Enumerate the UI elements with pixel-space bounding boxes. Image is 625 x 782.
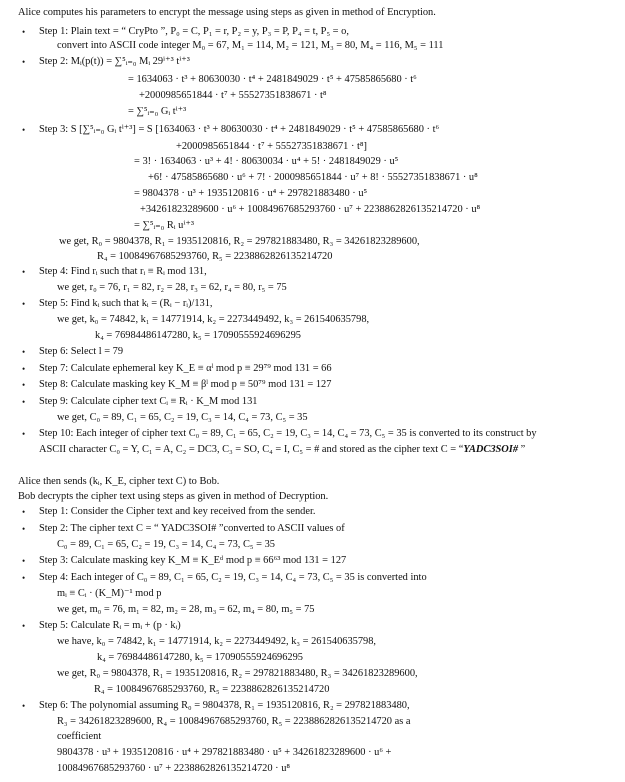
bullet: • [22,347,26,357]
bullet: • [22,57,26,67]
bullet: • [22,27,26,37]
enc-step-3-line6: +34261823289600 · u⁶ + 10084967685293760 · u⁷ + 2238862826135214720 · u⁸ [140,204,481,215]
bullet: • [22,507,26,517]
dec-step-5-result: we get, R₀ = 9804378, R₁ = 1935120816, R₂ = 297821883480, R₃ = 34261823289600, [57,668,418,679]
decryption-intro: Bob decrypts the cipher text using steps as given in method of Decryption. [18,491,329,502]
bullet: • [22,524,26,534]
enc-step-10-text: ASCII character C₀ = Y, C₁ = A, C₂ = DC3, C₃ = SO, C₄ = I, C₅ = # and stored as the cipher text C = “ [39,444,464,455]
encryption-intro: Alice computes his parameters to encrypt the message using steps as given in method of Encryption. [18,7,436,18]
dec-step-6-line2: R₃ = 34261823289600, R₄ = 10084967685293760, R₅ = 2238862826135214720 as a [57,716,411,727]
enc-step-3-line2: +2000985651844 · t⁷ + 55527351838671 · t⁸] [176,141,367,152]
bullet: • [22,621,26,631]
bullet: • [22,299,26,309]
dec-step-3: Step 3: Calculate masking key K_M ≡ K_Eᵈ mod p ≡ 66⁶³ mod 131 = 127 [39,555,347,566]
enc-step-8: Step 8: Calculate masking key K_M ≡ βˡ mod p ≡ 50⁷⁹ mod 131 = 127 [39,379,332,390]
dec-step-4-formula: mᵢ ≡ Cᵢ · (K_M)⁻¹ mod p [57,588,162,599]
dec-step-6-line3: coefficient [57,731,102,742]
enc-step-3-result-cont: R₄ = 10084967685293760, R₅ = 2238862826135214720 [97,251,333,262]
bullet: • [22,701,26,711]
enc-step-5-result: we get, k₀ = 74842, k₁ = 14771914, k₂ = 2273449492, k₃ = 261540635798, [57,314,370,325]
send-statement: Alice then sends (kᵢ, K_E, cipher text C) to Bob. [18,476,220,487]
enc-step-5-result-cont: k₄ = 76984486147280, k₅ = 17090555924696295 [95,330,301,341]
enc-step-5: Step 5: Find kᵢ such that kᵢ = (Rᵢ − rᵢ)/131, [39,298,213,309]
bullet: • [22,397,26,407]
bullet: • [22,556,26,566]
enc-step-3-line7: = ∑⁵ᵢ₌₀ Rᵢ uⁱ⁺³ [134,220,195,231]
bullet: • [22,573,26,583]
enc-step-10: Step 10: Each integer of cipher text C₀ = 89, C₁ = 65, C₂ = 19, C₃ = 14, C₄ = 73, C₅ = 35 is converted to its construct by [39,428,537,439]
enc-step-4: Step 4: Find rᵢ such that rᵢ ≡ Rᵢ mod 131, [39,266,207,277]
dec-step-6-polynomial: 9804378 · u³ + 1935120816 · u⁴ + 297821883480 · u⁵ + 34261823289600 · u⁶ + [57,747,392,758]
enc-step-1: Step 1: Plain text = “ CryPto ”, P₀ = C, P₁ = r, P₂ = y, P₃ = P, P₄ = t, P₅ = o, [39,26,349,37]
dec-step-2: Step 2: The cipher text C = “ YADC3SOI# ”converted to ASCII values of [39,523,345,534]
dec-step-5: Step 5: Calculate Rᵢ = mᵢ + (p · kᵢ) [39,620,181,631]
enc-step-6: Step 6: Select l = 79 [39,346,124,357]
enc-step-3-line4: +6! · 47585865680 · u⁶ + 7! · 2000985651844 · u⁷ + 8! · 55527351838671 · u⁸ [148,172,478,183]
bullet: • [22,380,26,390]
dec-step-2-values: C₀ = 89, C₁ = 65, C₂ = 19, C₃ = 14, C₄ = 73, C₅ = 35 [57,539,275,550]
dec-step-5-have-cont: k₄ = 76984486147280, k₅ = 17090555924696295 [97,652,303,663]
enc-step-1-cont: convert into ASCII code integer M₀ = 67, M₁ = 114, M₂ = 121, M₃ = 80, M₄ = 116, M₅ = 111 [57,40,444,51]
enc-step-10-cont [39,445,525,455]
enc-step-2-line4: = ∑⁵ᵢ₌₀ Gᵢ tⁱ⁺³ [128,106,187,117]
dec-step-4-result: we get, m₀ = 76, m₁ = 82, m₂ = 28, m₃ = 62, m₄ = 80, m₅ = 75 [57,604,315,615]
enc-step-3-line5: = 9804378 · u³ + 1935120816 · u⁴ + 297821883480 · u⁵ [134,188,368,199]
enc-step-3-result: we get, R₀ = 9804378, R₁ = 1935120816, R₂ = 297821883480, R₃ = 34261823289600, [59,236,420,247]
bullet: • [22,267,26,277]
enc-step-3-line3: = 3! · 1634063 · u³ + 4! · 80630034 · u⁴ + 5! · 2481849029 · u⁵ [134,156,399,167]
dec-step-4: Step 4: Each integer of C₀ = 89, C₁ = 65, C₂ = 19, C₃ = 14, C₄ = 73, C₅ = 35 is converted into [39,572,427,583]
enc-step-4-result: we get, r₀ = 76, r₁ = 82, r₂ = 28, r₃ = 62, r₄ = 80, r₅ = 75 [57,282,287,293]
dec-step-5-result-cont: R₄ = 10084967685293760, R₅ = 2238862826135214720 [94,684,330,695]
dec-step-6: Step 6: The polynomial assuming R₀ = 9804378, R₁ = 1935120816, R₂ = 297821883480, [39,700,410,711]
enc-step-2-line3: +2000985651844 · t⁷ + 55527351838671 · t⁸ [139,90,327,101]
enc-step-3: Step 3: S [∑⁵ᵢ₌₀ Gᵢ tⁱ⁺³] = S [1634063 · t³ + 80630030 · t⁴ + 2481849029 · t⁵ + 47585865680 · t⁶ [39,124,440,135]
enc-step-2: Step 2: Mᵢ(p(t)) = ∑⁵ᵢ₌₀ Mᵢ 29ⁱ⁺³ tⁱ⁺³ [39,56,190,67]
enc-step-9: Step 9: Calculate cipher text Cᵢ ≡ Rᵢ · K_M mod 131 [39,396,258,407]
bullet: • [22,429,26,439]
bullet: • [22,125,26,135]
dec-step-5-have: we have, k₀ = 74842, k₁ = 14771914, k₂ = 2273449492, k₃ = 261540635798, [57,636,377,647]
bullet: • [22,364,26,374]
enc-step-7: Step 7: Calculate ephemeral key K_E ≡ αˡ mod p ≡ 29⁷⁹ mod 131 = 66 [39,363,332,374]
dec-step-1: Step 1: Consider the Cipher text and key received from the sender. [39,506,316,517]
enc-step-2-line2: = 1634063 · t³ + 80630030 · t⁴ + 2481849029 · t⁵ + 47585865680 · t⁶ [128,74,417,85]
enc-step-10-close: ” [518,444,526,455]
enc-step-9-result: we get, C₀ = 89, C₁ = 65, C₂ = 19, C₃ = 14, C₄ = 73, C₅ = 35 [57,412,308,423]
cipher-text-value: YADC3SOI# [463,444,519,455]
dec-step-6-polynomial-cont: 10084967685293760 · u⁷ + 2238862826135214720 · u⁸ [57,763,291,774]
